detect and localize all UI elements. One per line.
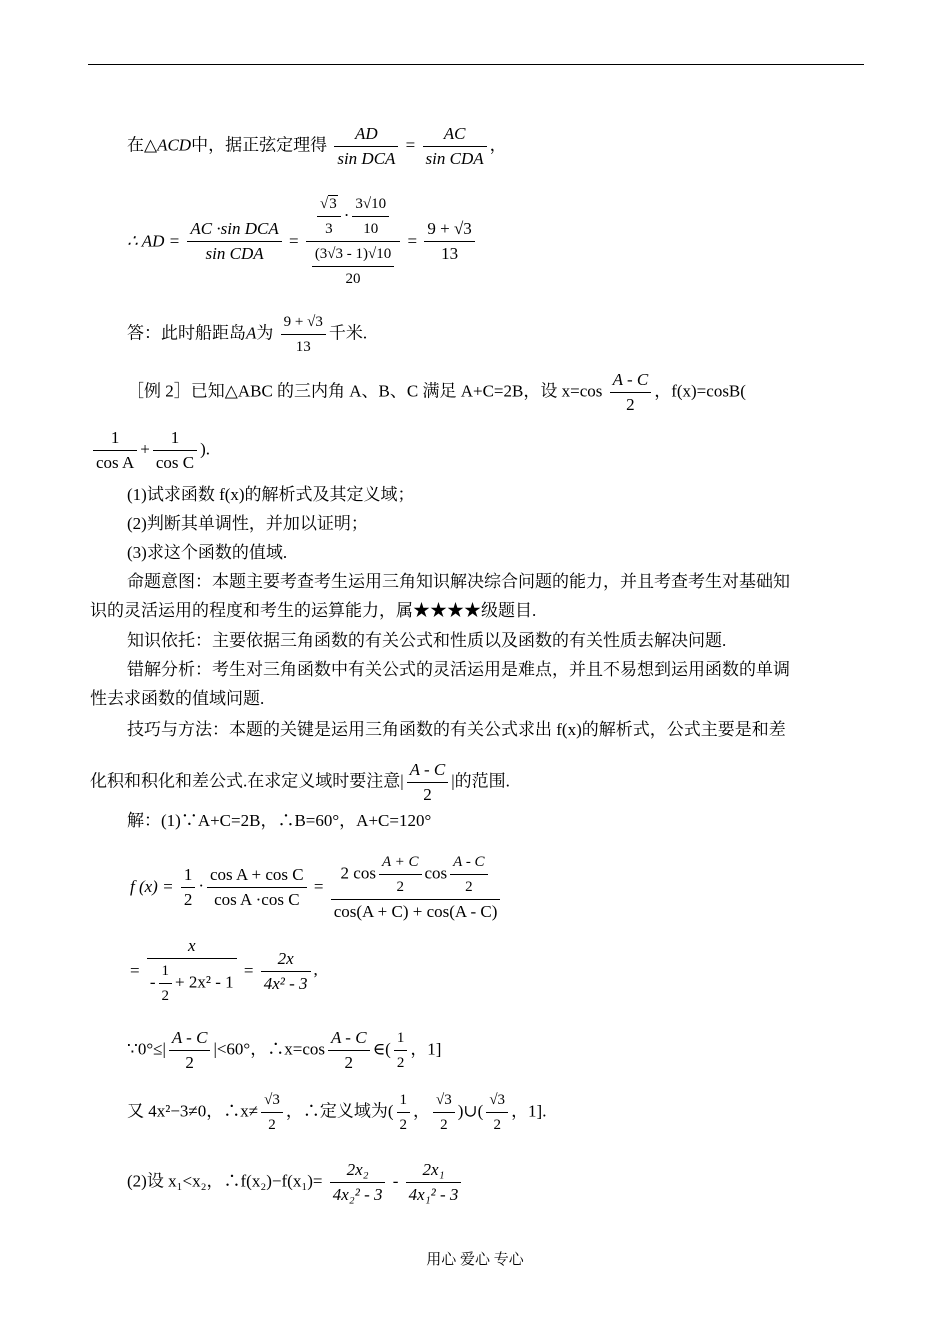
text: = (405, 135, 416, 155)
error-line-1: 错解分析：考生对三角函数中有关公式的灵活运用是难点，并且不易想到运用函数的单调 (127, 660, 790, 679)
fraction: $\frac{AD}{\text{sin DCA}}$ (334, 122, 398, 171)
header-rule (88, 64, 864, 65)
range-line: ∵0°≤| $\frac{A - C}{2}$ |<60°，∴x=cos $\frac{A - C}{2}$ ∈( $\frac{1}{2}$ ，1] (127, 1028, 442, 1072)
fraction: $\frac{A - C}{2}$ (407, 758, 449, 807)
method-line-2: 化积和积化和差公式.在求定义域时要注意| $\frac{A - C}{2}$ |的范围. (90, 758, 510, 807)
text: 在△ (127, 135, 158, 155)
example2-fx-line: $\frac{1}{\text{cos A}}$ + $\frac{1}{\text{cos C}}$ ). (90, 426, 210, 475)
fraction: $\frac{1}{\text{cos A}}$ (93, 426, 137, 475)
question-2: (2)判断其单调性，并加以证明； (127, 514, 368, 533)
monotonic-line: (2)设 x₁<x₂，∴f(x₂)−f(x₁)= $\frac{\text{2x₂}}{\text{4x₂² - 3}}$ - $\frac{\text{2x₁}}{\text{4x₁² - 3}}$ (127, 1158, 464, 1207)
fraction: $\frac{A - C}{2}$ (610, 368, 652, 417)
fraction: $\frac{AC}{\text{sin CDA}}$ (423, 122, 487, 171)
error-line-2: 性去求函数的值域问题. (90, 689, 265, 708)
intent-line-1: 命题意图：本题主要考查考生运用三角知识解决综合问题的能力，并且考查考生对基础知 (127, 572, 790, 591)
sine-law-line: 在△ACD中，据正弦定理得 $\frac{AD}{\text{sin DCA}}$ = $\frac{AC}{\text{sin CDA}}$ ， (127, 122, 507, 171)
domain-line: 又 4x²−3≠0，∴x≠ $\frac{√3}{2}$ ，∴定义域为( $\frac{1}{2}$ ， $\frac{√3}{2}$ )∪( $\frac{√3}{2}$ ，1]. (127, 1088, 546, 1137)
ad-derivation-line: ∴ AD = $\frac{\text{AC ·sin DCA}}{\text{sin CDA}}$ = $\frac{√3}{3}$ · $\frac{3√10}{10}$ $\frac{(3√3 - 1)√10}{20}$ = $\frac{9 + √3}{13}$ (127, 192, 478, 291)
fraction: $\frac{\text{AC ·sin DCA}}{\text{sin CDA}}$ (187, 217, 281, 266)
fraction: $\frac{9 + √3}{13}$ (424, 217, 474, 266)
fraction: $\frac{1}{\text{cos C}}$ (153, 426, 197, 475)
text: ACD (157, 135, 192, 155)
page-footer: 用心 爱心 专心 (426, 1252, 524, 1268)
compound-fraction: 2 cos $\frac{A + C}{2}$ cos $\frac{A - C}{2}$ cos(A + C) + cos(A - C) (331, 850, 501, 924)
question-3: (3)求这个函数的值域. (127, 543, 288, 562)
fx-derivation-line: f (x) = $\frac{1}{2}$ · $\frac{\text{cos A + cos C}}{\text{cos A ·cos C}}$ = 2 cos $\frac{A + C}{2}$ cos $\frac{A - C}{2}$ cos(A + C) + cos(A - C) (130, 850, 503, 924)
question-1: (1)试求函数 f(x)的解析式及其定义域； (127, 485, 415, 504)
method-line-1: 技巧与方法：本题的关键是运用三角函数的有关公式求出 f(x)的解析式，公式主要是和差 (127, 720, 786, 739)
example2-line: ［例 2］已知△ABC 的三内角 A、B、C 满足 A+C=2B，设 x=cos $\frac{A - C}{2}$ ，f(x)=cosB( (127, 368, 746, 417)
text: ∴ AD = (127, 231, 181, 251)
fraction: $\frac{9 + √3}{13}$ (281, 310, 326, 359)
intent-line-2: 识的灵活运用的程度和考生的运算能力，属★★★★级题目. (90, 601, 537, 620)
answer-line: 答：此时船距岛A为 $\frac{9 + √3}{13}$ 千米. (127, 310, 367, 359)
solution-line: 解：(1)∵A+C=2B，∴B=60°，A+C=120° (127, 811, 432, 830)
compound-fraction: $\frac{√3}{3}$ · $\frac{3√10}{10}$ $\frac{(3√3 - 1)√10}{20}$ (306, 192, 400, 291)
text: 中，据正弦定理得 (191, 135, 328, 155)
knowledge-line: 知识依托：主要依据三角函数的有关公式和性质以及函数的有关性质去解决问题. (127, 631, 727, 650)
fx-simplified-line: = x - $\frac{1}{2}$ + 2x² - 1 = $\frac{2x}{\text{4x² - 3}}$ , (130, 936, 318, 1004)
